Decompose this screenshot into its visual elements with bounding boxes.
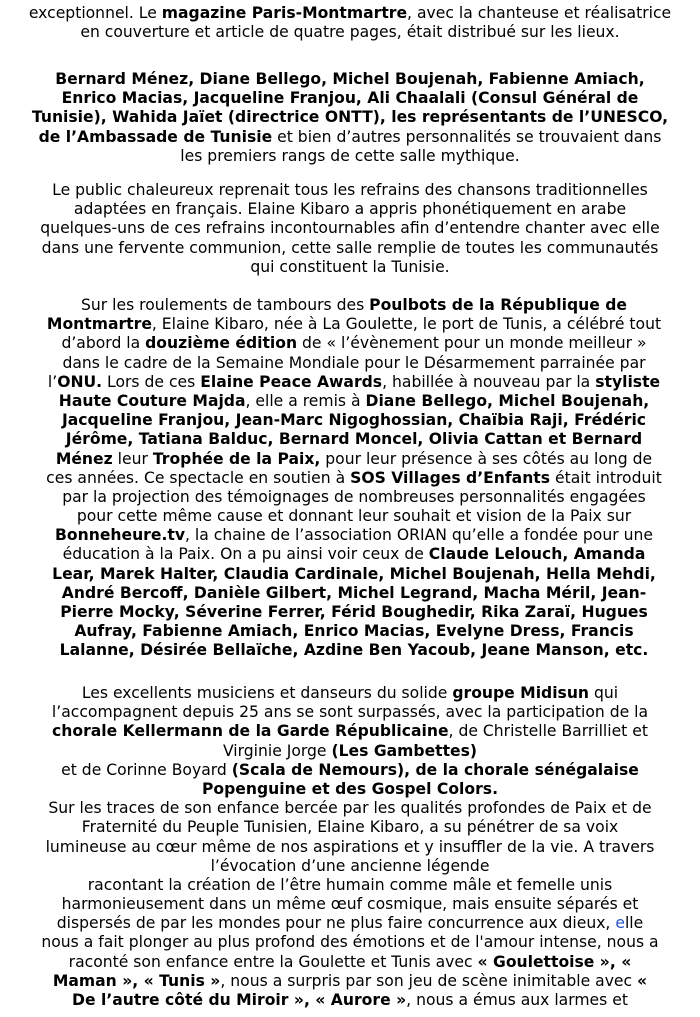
- bold-text: Trophée de la Paix,: [152, 449, 321, 468]
- text-run: lumineuse au cœur même de nos aspirations et y insuffler de la vie. A travers: [45, 837, 655, 856]
- text-run: l’évocation d’une ancienne légende: [210, 856, 490, 875]
- text-line: [0, 23, 700, 42]
- text-run: l’: [47, 372, 58, 391]
- text-line: [0, 70, 700, 89]
- bold-text: Jérôme, Tatiana Balduc, Bernard Moncel, Olivia Cattan et Bernard: [65, 430, 643, 449]
- text-line: [0, 742, 700, 761]
- text-line: [0, 258, 700, 277]
- text-line: [0, 4, 700, 23]
- text-line: [8, 373, 700, 392]
- text-line: [0, 876, 700, 895]
- text-line: [8, 296, 700, 315]
- text-run: quelques-uns de ces refrains incontournables afin d’entendre chanter avec elle: [40, 219, 660, 238]
- text-run: , avec la chanteuse et réalisatrice: [407, 4, 672, 22]
- text-run: , Elaine Kibaro, née à La Goulette, le port de Tunis, a célébré tout: [151, 315, 662, 334]
- text-line: [0, 239, 700, 258]
- text-line: [0, 200, 700, 219]
- bold-text: Tunisie), Wahida Jaïet (directrice ONTT), les représentants de l’UNESCO,: [31, 108, 669, 127]
- text-line: [0, 147, 700, 166]
- text-run: qui: [589, 684, 619, 702]
- text-run: les premiers rangs de cette salle mythique.: [180, 146, 520, 165]
- text-run: d’abord la: [61, 334, 146, 353]
- text-line: [8, 450, 700, 469]
- highlighted-text: e: [615, 914, 625, 933]
- text-line: [0, 991, 700, 1010]
- bold-text: Bernard Ménez, Diane Bellego, Michel Boujenah, Fabienne Amiach,: [55, 70, 645, 88]
- text-line: [0, 780, 700, 799]
- text-line: [8, 622, 700, 641]
- text-run: , elle a remis à: [245, 391, 366, 410]
- text-run: Virginie Jorge: [222, 741, 332, 760]
- paragraph-musicians: [0, 684, 700, 1010]
- text-line: [0, 108, 700, 127]
- paragraph-magazine: [0, 4, 700, 42]
- bold-text: styliste: [595, 372, 661, 391]
- text-run: dispersés de par les mondes pour ne plus faire concurrence aux dieux,: [56, 914, 616, 933]
- text-line: [0, 799, 700, 818]
- text-line: [0, 181, 700, 200]
- text-line: [8, 641, 700, 660]
- text-run: Sur les traces de son enfance bercée par les qualités profondes de Paix et de: [48, 799, 652, 818]
- text-line: [0, 857, 700, 876]
- bold-text: Lalanne, Désirée Bellaïche, Azdine Ben Yacoub, Jeane Manson, etc.: [59, 641, 649, 660]
- bold-text: groupe Midisun: [452, 684, 590, 702]
- text-run: leur: [112, 449, 153, 468]
- text-run: dans une fervente communion, cette salle remplie de toutes les communautés: [41, 238, 659, 257]
- text-line: [8, 392, 700, 411]
- bold-text: magazine Paris-Montmartre: [161, 4, 408, 22]
- text-line: [8, 354, 700, 373]
- bold-text: Popenguine et des Gospel Colors.: [201, 779, 499, 798]
- text-run: par la projection des témoignages de nombreuses personnalités engagées: [62, 487, 646, 506]
- bold-text: de l’Ambassade de Tunisie: [38, 127, 273, 146]
- bold-text: Enrico Macias, Jacqueline Franjou, Ali Chaalali (Consul Général de: [61, 89, 639, 108]
- bold-text: douzième édition: [145, 334, 298, 353]
- text-run: était introduit: [550, 468, 662, 487]
- bold-text: Pierre Mocky, Séverine Ferrer, Férid Boughedir, Rika Zaraï, Hugues: [60, 603, 648, 621]
- text-run: adaptées en français. Elaine Kibaro a appris phonétiquement en arabe: [73, 200, 627, 219]
- text-run: en couverture et article de quatre pages, était distribué sur les lieux.: [80, 23, 620, 42]
- bold-text: Lear, Marek Halter, Claudia Cardinale, Michel Boujenah, Hella Mehdi,: [52, 564, 656, 583]
- bold-text: Haute Couture Majda: [58, 391, 246, 410]
- text-line: [8, 507, 700, 526]
- text-run: Le public chaleureux reprenait tous les refrains des chansons traditionnelles: [52, 181, 648, 199]
- text-run: , nous a émus aux larmes et: [406, 991, 628, 1009]
- bold-text: André Bercoff, Danièle Gilbert, Michel Legrand, Macha Méril, Jean-: [61, 583, 647, 602]
- text-run: qui constituent la Tunisie.: [250, 257, 450, 276]
- text-run: , nous a surpris par son jeu de scène inimitable avec: [220, 971, 638, 990]
- text-line: [8, 469, 700, 488]
- bold-text: chorale Kellermann de la Garde Républicaine: [52, 722, 449, 741]
- bold-text: (Scala de Nemours), de la chorale sénégalaise: [231, 760, 639, 779]
- text-run: lle: [624, 914, 644, 933]
- text-line: [8, 430, 700, 449]
- text-line: [8, 526, 700, 545]
- text-run: , de Christelle Barrilliet et: [448, 722, 648, 741]
- text-line: [8, 565, 700, 584]
- bold-text: Maman », « Tunis »: [52, 971, 221, 990]
- bold-text: Diane Bellego, Michel Boujenah,: [365, 391, 650, 410]
- text-run: Lors de ces: [102, 372, 201, 391]
- text-run: raconté son enfance entre la Goulette et Tunis avec: [68, 952, 478, 971]
- text-line: [8, 334, 700, 353]
- text-line: [0, 895, 700, 914]
- text-line: [0, 914, 700, 933]
- paragraph-guests: [0, 70, 700, 166]
- text-line: [8, 411, 700, 430]
- text-run: , la chaine de l’association ORIAN qu’elle a fondée pour une: [184, 526, 653, 545]
- bold-text: SOS Villages d’Enfants: [350, 468, 551, 487]
- bold-text: Jacqueline Franjou, Jean-Marc Nigoghossian, Chaïbia Raji, Frédéric: [61, 411, 647, 430]
- text-run: Les excellents musiciens et danseurs du solide: [81, 684, 453, 702]
- text-line: [8, 545, 700, 564]
- bold-text: De l’autre côté du Miroir », « Aurore »: [72, 991, 407, 1009]
- text-line: [0, 722, 700, 741]
- bold-text: (Les Gambettes): [331, 741, 478, 760]
- text-run: l’accompagnent depuis 25 ans se sont surpassés, avec la participation de la: [51, 703, 649, 722]
- text-line: [8, 584, 700, 603]
- text-line: [0, 761, 700, 780]
- bold-text: Ménez: [55, 449, 113, 468]
- text-run: de « l’évènement pour un monde meilleur »: [297, 334, 647, 353]
- text-line: [0, 953, 700, 972]
- text-line: [0, 703, 700, 722]
- text-run: exceptionnel. Le: [28, 4, 162, 22]
- bold-text: Aufray, Fabienne Amiach, Enrico Macias, Evelyne Dress, Francis: [74, 622, 634, 641]
- text-line: [0, 128, 700, 147]
- text-line: [0, 219, 700, 238]
- text-run: et de Corinne Boyard: [61, 760, 232, 779]
- text-line: [0, 933, 700, 952]
- bold-text: « Goulettoise », «: [477, 952, 632, 971]
- bold-text: ONU.: [57, 372, 103, 391]
- text-run: dans le cadre de la Semaine Mondiale pour le Désarmement parrainée par: [62, 353, 646, 372]
- text-line: [0, 684, 700, 703]
- text-run: Fraternité du Peuple Tunisien, Elaine Kibaro, a su pénétrer de sa voix: [81, 818, 619, 837]
- bold-text: Elaine Peace Awards: [200, 372, 383, 391]
- bold-text: Bonneheure.tv: [55, 526, 185, 545]
- text-run: Sur les roulements de tambours des: [81, 296, 370, 314]
- text-run: ces années. Ce spectacle en soutien à: [46, 468, 351, 487]
- paragraph-public: [0, 181, 700, 277]
- text-run: racontant la création de l’être humain comme mâle et femelle unis: [87, 875, 613, 894]
- text-line: [8, 603, 700, 622]
- text-run: pour leur présence à ses côtés au long de: [320, 449, 653, 468]
- text-line: [0, 972, 700, 991]
- text-run: nous a fait plonger au plus profond des émotions et de l'amour intense, nous a: [41, 933, 659, 952]
- bold-text: Montmartre: [46, 315, 152, 334]
- text-line: [0, 838, 700, 857]
- text-line: [0, 89, 700, 108]
- bold-text: Claude Lelouch, Amanda: [428, 545, 646, 564]
- paragraph-peace-awards: [0, 296, 700, 661]
- text-run: , habillée à nouveau par la: [382, 372, 596, 391]
- text-line: [0, 818, 700, 837]
- text-line: [8, 315, 700, 334]
- bold-text: «: [637, 971, 648, 990]
- text-line: [8, 488, 700, 507]
- text-run: éducation à la Paix. On a pu ainsi voir ceux de: [62, 545, 429, 564]
- text-run: pour cette même cause et donnant leur souhait et vision de la Paix sur: [76, 507, 632, 526]
- text-run: harmonieusement dans un même œuf cosmique, mais ensuite séparés et: [61, 895, 639, 914]
- text-run: et bien d’autres personnalités se trouvaient dans: [272, 127, 662, 146]
- bold-text: Poulbots de la République de: [369, 296, 627, 314]
